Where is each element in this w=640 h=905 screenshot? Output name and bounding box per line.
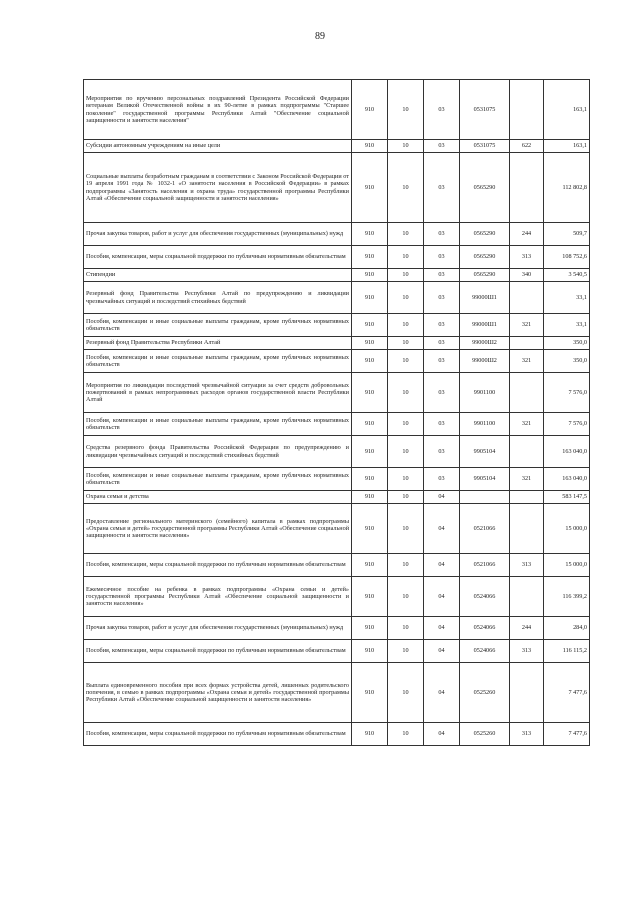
row-section: 10 [388,413,424,436]
row-vr: 244 [510,223,544,246]
row-section: 10 [388,337,424,350]
row-target: 0525260 [460,723,510,746]
row-target: 99000Ш2 [460,350,510,373]
row-amount: 112 802,8 [544,153,590,223]
row-vr: 321 [510,468,544,491]
table-row [84,436,590,468]
row-name: Выплата единовременного пособия при всех формах устройства детей, лишенных родительского попечения, в семью в рамках подпрограммы «Охрана семьи и детей» государственной программы Республики Алтай «Обеспечение социальной защищенности и занятости населения» [84,663,352,723]
row-ministry: 910 [352,554,388,577]
row-ministry: 910 [352,491,388,504]
row-target: 0525260 [460,663,510,723]
row-amount: 583 147,5 [544,491,590,504]
table-row [84,223,590,246]
row-vr [510,80,544,140]
row-ministry: 910 [352,723,388,746]
row-section: 10 [388,350,424,373]
row-name: Пособия, компенсации и иные социальные выплаты гражданам, кроме публичных нормативных обязательств [84,314,352,337]
row-vr [510,491,544,504]
table-row [84,413,590,436]
row-subsection: 03 [424,314,460,337]
row-ministry: 910 [352,663,388,723]
row-subsection: 04 [424,663,460,723]
row-ministry: 910 [352,640,388,663]
row-target: 0524066 [460,617,510,640]
table-row [84,468,590,491]
row-subsection: 03 [424,282,460,314]
row-subsection: 03 [424,153,460,223]
row-ministry: 910 [352,269,388,282]
row-ministry: 910 [352,577,388,617]
row-name: Пособия, компенсации, меры социальной поддержки по публичным нормативным обязательствам [84,723,352,746]
row-amount: 33,1 [544,314,590,337]
row-amount: 116 115,2 [544,640,590,663]
budget-table [83,79,590,746]
row-target: 9901100 [460,413,510,436]
row-target: 0524066 [460,577,510,617]
row-target: 0521066 [460,504,510,554]
row-section: 10 [388,663,424,723]
row-ministry: 910 [352,468,388,491]
row-amount: 350,0 [544,350,590,373]
table-row [84,663,590,723]
row-vr: 340 [510,269,544,282]
row-name: Мероприятия по ликвидации последствий чрезвычайной ситуации за счет средств добровольных пожертвований в рамках непрограммных расходов органов государственной власти Республики Алтай [84,373,352,413]
row-target: 0565290 [460,269,510,282]
row-vr: 321 [510,314,544,337]
row-target: 0531075 [460,140,510,153]
table-row [84,269,590,282]
table-row [84,554,590,577]
row-vr [510,663,544,723]
row-ministry: 910 [352,314,388,337]
row-ministry: 910 [352,373,388,413]
row-subsection: 03 [424,80,460,140]
table-row [84,640,590,663]
row-target: 0521066 [460,554,510,577]
row-vr [510,337,544,350]
row-amount: 163 040,0 [544,436,590,468]
row-amount: 33,1 [544,282,590,314]
row-section: 10 [388,468,424,491]
row-ministry: 910 [352,504,388,554]
row-target: 9905104 [460,436,510,468]
row-target: 99000Ш2 [460,337,510,350]
table-row [84,282,590,314]
row-subsection: 03 [424,337,460,350]
row-target: 0531075 [460,80,510,140]
row-subsection: 03 [424,246,460,269]
row-vr: 313 [510,246,544,269]
row-section: 10 [388,269,424,282]
table-row [84,577,590,617]
row-section: 10 [388,373,424,413]
row-name: Пособия, компенсации и иные социальные выплаты гражданам, кроме публичных нормативных обязательств [84,413,352,436]
row-target: 0524066 [460,640,510,663]
row-target [460,491,510,504]
table-row [84,617,590,640]
row-subsection: 03 [424,373,460,413]
row-amount: 284,0 [544,617,590,640]
row-name: Пособия, компенсации, меры социальной поддержки по публичным нормативным обязательствам [84,640,352,663]
row-name: Прочая закупка товаров, работ и услуг для обеспечения государственных (муниципальных) нужд [84,223,352,246]
row-vr: 622 [510,140,544,153]
table-row [84,373,590,413]
table-row [84,491,590,504]
row-vr: 321 [510,350,544,373]
row-section: 10 [388,223,424,246]
row-section: 10 [388,282,424,314]
row-subsection: 03 [424,413,460,436]
table-row [84,350,590,373]
row-name: Средства резервного фонда Правительства Российской Федерации по предупреждению и ликвидации чрезвычайных ситуаций и последствий стихийных бедствий [84,436,352,468]
row-ministry: 910 [352,617,388,640]
row-name: Предоставление регионального материнского (семейного) капитала в рамках подпрограммы «Охрана семьи и детей» государственной программы Республики Алтай «Обеспечение социальной защищенности и занятости населения» [84,504,352,554]
row-section: 10 [388,153,424,223]
row-subsection: 03 [424,269,460,282]
row-amount: 3 540,5 [544,269,590,282]
row-ministry: 910 [352,153,388,223]
row-name: Стипендии [84,269,352,282]
page-number: 89 [315,31,325,42]
row-vr [510,436,544,468]
row-subsection: 03 [424,468,460,491]
row-target: 0565290 [460,223,510,246]
row-amount: 7 477,6 [544,723,590,746]
row-vr: 244 [510,617,544,640]
row-amount: 509,7 [544,223,590,246]
row-target: 9905104 [460,468,510,491]
row-vr: 321 [510,413,544,436]
row-ministry: 910 [352,140,388,153]
row-subsection: 04 [424,640,460,663]
row-section: 10 [388,80,424,140]
table-row [84,140,590,153]
row-subsection: 04 [424,554,460,577]
row-name: Пособия, компенсации и иные социальные выплаты гражданам, кроме публичных нормативных обязательств [84,350,352,373]
row-ministry: 910 [352,350,388,373]
row-name: Социальные выплаты безработным гражданам в соответствии с Законом Российской Федерации от 19 апреля 1991 года № 1032-1 «О занятости населения в Российской Федерации» в рамках подпрограммы «Занятость населения и охрана труда» государственной программы Республики Алтай «Обеспечение социальной защищенности и занятости населения» [84,153,352,223]
row-ministry: 910 [352,80,388,140]
row-vr: 313 [510,723,544,746]
row-ministry: 910 [352,436,388,468]
table-row [84,723,590,746]
row-vr [510,153,544,223]
row-name: Пособия, компенсации и иные социальные выплаты гражданам, кроме публичных нормативных обязательств [84,468,352,491]
row-subsection: 03 [424,350,460,373]
row-section: 10 [388,723,424,746]
row-ministry: 910 [352,282,388,314]
row-name: Мероприятия по вручению персональных поздравлений Президента Российской Федерации ветеранам Великой Отечественной войны в их 90-летие в рамках подпрограммы "Старшее поколение" государственной программы Республики Алтай "Обеспечение социальной защищенности и занятости населения" [84,80,352,140]
row-section: 10 [388,504,424,554]
row-amount: 116 399,2 [544,577,590,617]
row-target: 0565290 [460,153,510,223]
row-vr: 313 [510,554,544,577]
row-target: 9901100 [460,373,510,413]
row-subsection: 03 [424,223,460,246]
row-name: Ежемесячное пособие на ребенка в рамках подпрограммы «Охрана семьи и детей» государственной программы Республики Алтай «Обеспечение социальной защищенности и занятости населения» [84,577,352,617]
row-ministry: 910 [352,246,388,269]
row-name: Резервный фонд Правительства Республики Алтай [84,337,352,350]
table-row [84,504,590,554]
row-section: 10 [388,577,424,617]
row-name: Резервный фонд Правительства Республики Алтай по предупреждению и ликвидации чрезвычайных ситуаций и последствий стихийных бедствий [84,282,352,314]
row-subsection: 04 [424,577,460,617]
row-section: 10 [388,140,424,153]
row-vr [510,373,544,413]
row-vr [510,577,544,617]
row-subsection: 03 [424,436,460,468]
row-amount: 15 000,0 [544,554,590,577]
row-ministry: 910 [352,337,388,350]
row-amount: 7 576,0 [544,413,590,436]
row-subsection: 03 [424,140,460,153]
row-target: 0565290 [460,246,510,269]
row-target: 99000Ш1 [460,282,510,314]
table-row [84,314,590,337]
row-target: 99000Ш1 [460,314,510,337]
row-ministry: 910 [352,413,388,436]
row-vr: 313 [510,640,544,663]
row-section: 10 [388,246,424,269]
row-amount: 108 752,6 [544,246,590,269]
table-row [84,153,590,223]
row-subsection: 04 [424,723,460,746]
row-section: 10 [388,640,424,663]
row-name: Пособия, компенсации, меры социальной поддержки по публичным нормативным обязательствам [84,554,352,577]
row-section: 10 [388,554,424,577]
row-name: Охрана семьи и детства [84,491,352,504]
row-subsection: 04 [424,504,460,554]
row-section: 10 [388,617,424,640]
row-amount: 163,1 [544,80,590,140]
table-row [84,246,590,269]
row-section: 10 [388,314,424,337]
row-section: 10 [388,436,424,468]
row-name: Субсидии автономным учреждениям на иные цели [84,140,352,153]
row-name: Пособия, компенсации, меры социальной поддержки по публичным нормативным обязательствам [84,246,352,269]
row-subsection: 04 [424,491,460,504]
row-amount: 350,0 [544,337,590,350]
row-amount: 163 040,0 [544,468,590,491]
row-subsection: 04 [424,617,460,640]
row-section: 10 [388,491,424,504]
table-row [84,80,590,140]
row-vr [510,504,544,554]
row-amount: 7 576,0 [544,373,590,413]
row-amount: 15 000,0 [544,504,590,554]
row-name: Прочая закупка товаров, работ и услуг для обеспечения государственных (муниципальных) нужд [84,617,352,640]
row-amount: 163,1 [544,140,590,153]
table-row [84,337,590,350]
row-ministry: 910 [352,223,388,246]
row-amount: 7 477,6 [544,663,590,723]
row-vr [510,282,544,314]
